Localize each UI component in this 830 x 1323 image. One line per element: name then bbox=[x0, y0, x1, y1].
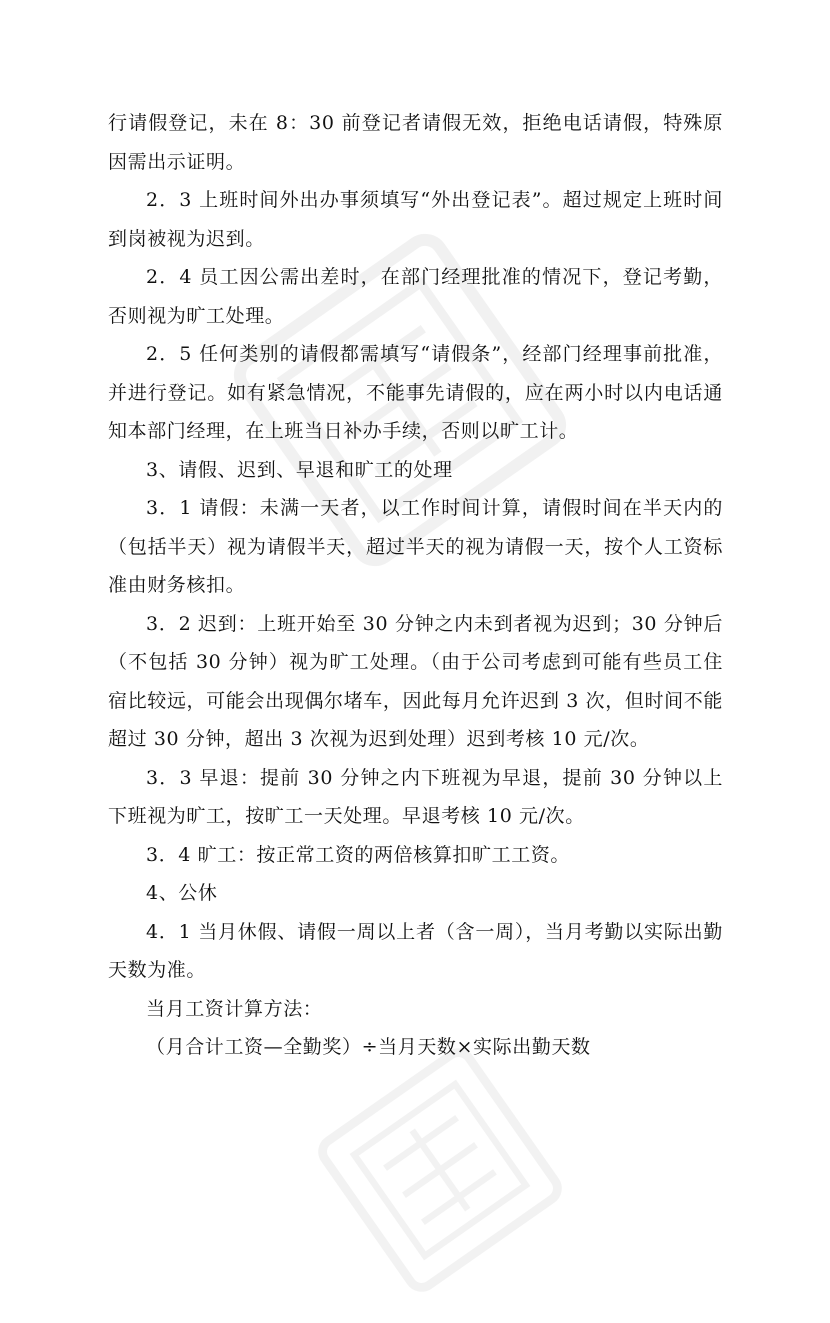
paragraph-2-4: 2．4 员工因公需出差时，在部门经理批准的情况下，登记考勤，否则视为旷工处理。 bbox=[108, 266, 723, 327]
salary-method-label: 当月工资计算方法： bbox=[146, 997, 323, 1020]
section-heading-3: 3、请假、迟到、早退和旷工的处理 bbox=[146, 458, 453, 481]
document-body bbox=[108, 104, 723, 1067]
section-heading-4: 4、公休 bbox=[146, 882, 218, 904]
paragraph-continuation: 行请假登记，未在 8：30 前登记者请假无效，拒绝电话请假，特殊原因需出示证明。 bbox=[108, 112, 723, 173]
paragraph-3-4: 3．4 旷工：按正常工资的两倍核算扣旷工工资。 bbox=[146, 843, 571, 866]
paragraph-3-1: 3．1 请假：未满一天者，以工作时间计算，请假时间在半天内的（包括半天）视为请假半天，超过半天的视为请假一天，按个人工资标准由财务核扣。 bbox=[108, 497, 723, 596]
paragraph-3-2: 3．2 迟到：上班开始至 30 分钟之内未到者视为迟到；30 分钟后（不包括 30 分钟）视为旷工处理。（由于公司考虑到可能有些员工住宿比较远，可能会出现偶尔堵车，因此每月允许迟到 3 次，但时间不能超过 30 分钟，超出 3 次视为迟到处理）迟到考核 10 元/次。 bbox=[108, 612, 723, 750]
salary-formula: （月合计工资—全勤奖）÷当月天数×实际出勤天数 bbox=[146, 1036, 591, 1058]
paragraph-4-1: 4．1 当月休假、请假一周以上者（含一周），当月考勤以实际出勤天数为准。 bbox=[108, 920, 723, 981]
paragraph-2-3: 2．3 上班时间外出办事须填写“外出登记表”。超过规定上班时间到岗被视为迟到。 bbox=[108, 189, 723, 250]
paragraph-2-5: 2．5 任何类别的请假都需填写“请假条”，经部门经理事前批准，并进行登记。如有紧急情况，不能事先请假的，应在两小时以内电话通知本部门经理，在上班当日补办手续，否则以旷工计。 bbox=[108, 343, 723, 442]
paragraph-3-3: 3．3 早退：提前 30 分钟之内下班视为早退，提前 30 分钟以上下班视为旷工，按旷工一天处理。早退考核 10 元/次。 bbox=[108, 766, 723, 827]
